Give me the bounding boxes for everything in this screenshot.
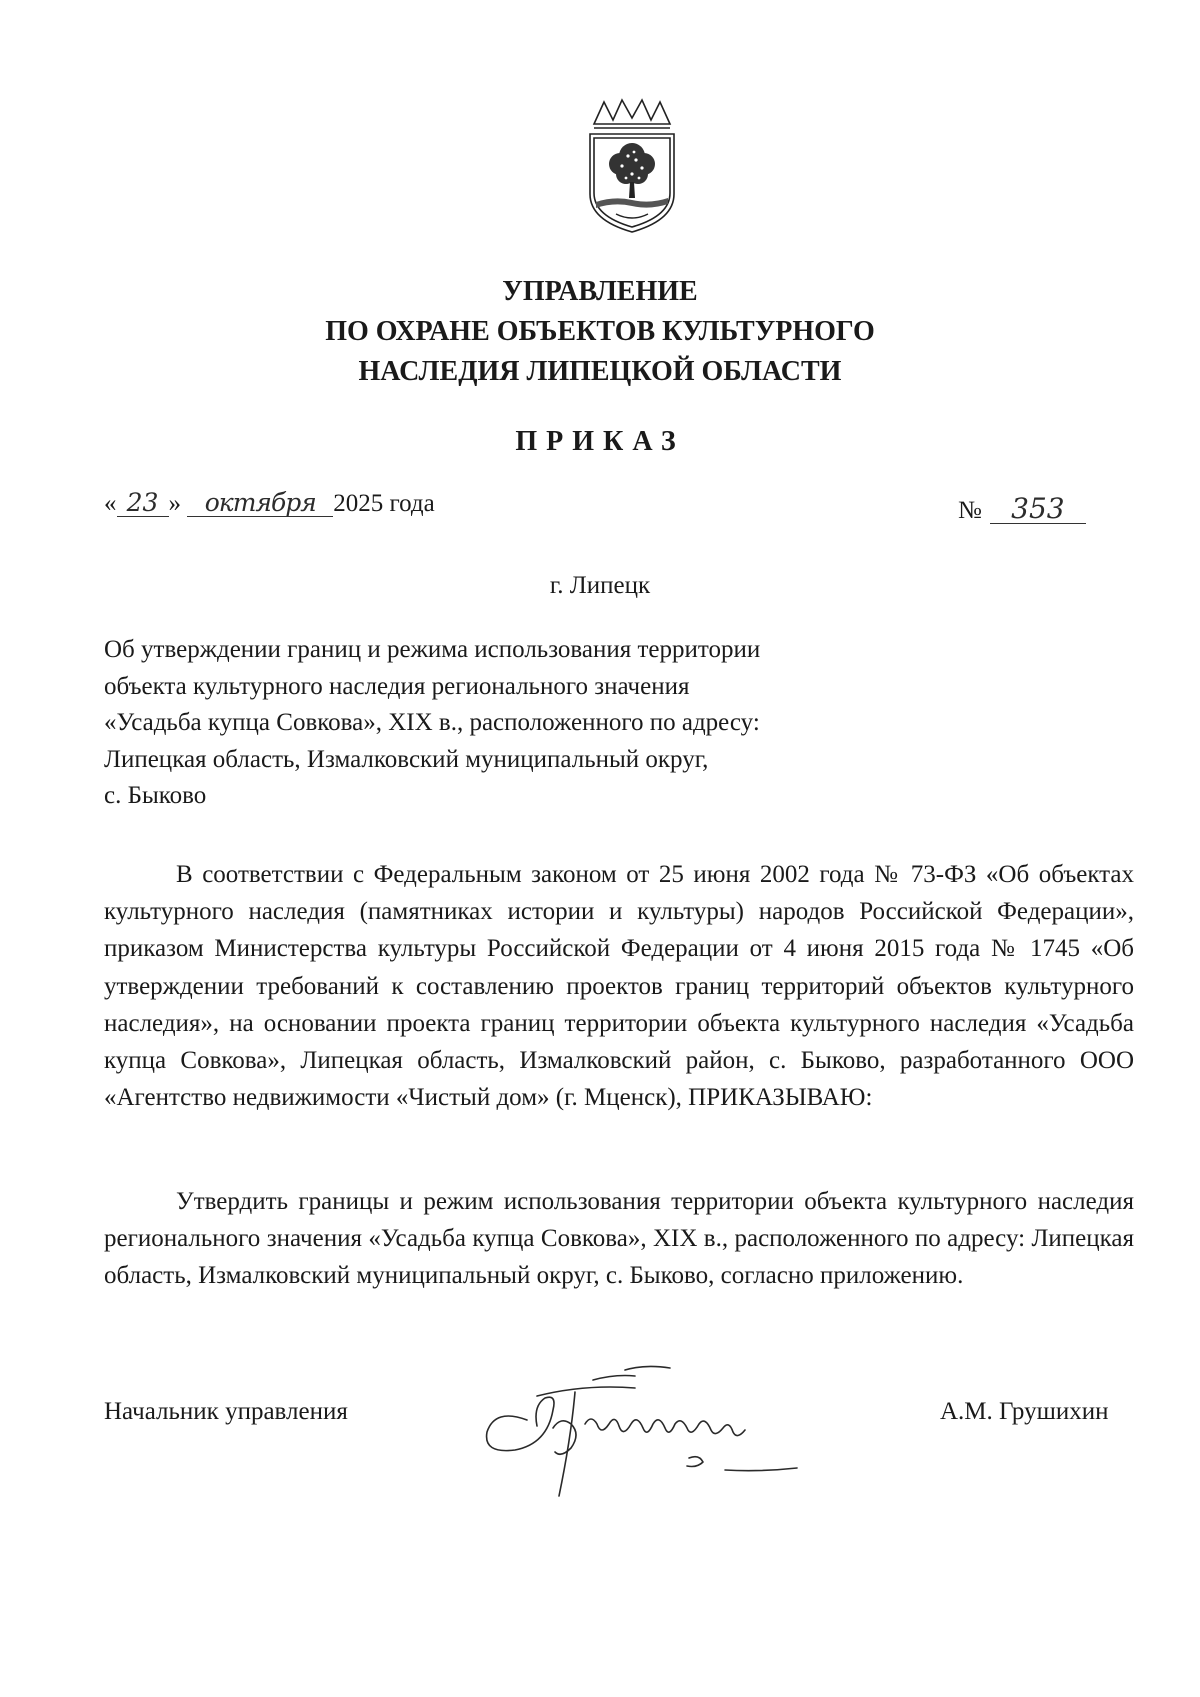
handwritten-day: 23 [117, 490, 169, 517]
document-type-heading: ПРИКАЗ [515, 426, 685, 457]
subject-line: «Усадьба купца Совкова», XIX в., расположенного по адресу: [104, 709, 760, 736]
handwritten-signature [475, 1358, 835, 1508]
org-line-3: НАСЛЕДИЯ ЛИПЕЦКОЙ ОБЛАСТИ [358, 356, 842, 387]
org-line-1: УПРАВЛЕНИЕ [502, 276, 698, 307]
signatory-name: А.М. Грушихин [940, 1398, 1109, 1425]
subject-line: с. Быково [104, 782, 207, 809]
year-text: 2025 года [333, 490, 435, 517]
order-subject [104, 632, 884, 815]
handwritten-month: октября [187, 490, 333, 517]
preamble-paragraph: В соответствии с Федеральным законом от 25 июня 2002 года № 73-ФЗ «Об объектах культурного наследия (памятниках истории и культуры) народов Российской Федерации», приказом Министерства культуры Российской Федерации от 4 июня 2015 года № 1745 «Об утверждении требований к составлению проектов границ территорий объектов культурного наследия», на основании проекта границ территории объекта культурного наследия «Усадьба купца Совкова», Липецкая область, Измалковский район, с. Быково, разработанного ООО «Агентство недвижимости «Чистый дом» (г. Мценск), ПРИКАЗЫВАЮ: [104, 861, 1134, 1112]
number-label: № [958, 497, 982, 524]
document-number [958, 492, 1086, 525]
document-date [104, 490, 435, 518]
coat-of-arms-icon [586, 98, 678, 236]
handwritten-number: 353 [990, 495, 1086, 524]
subject-line: Об утверждении границ и режима использования территории [104, 636, 761, 663]
signatory-position: Начальник управления [104, 1398, 348, 1425]
subject-line: Липецкая область, Измалковский муниципальный округ, [104, 745, 709, 773]
order-paragraph: Утвердить границы и режим использования территории объекта культурного наследия регионального значения «Усадьба купца Совкова», XIX в., расположенного по адресу: Липецкая область, Измалковский муниципальный округ, с. Быково, согласно приложению. [104, 1188, 1134, 1290]
organization-name [200, 272, 1000, 392]
quote-open: « [104, 490, 117, 517]
subject-line: объекта культурного наследия регионального значения [104, 672, 690, 700]
org-line-2: ПО ОХРАНЕ ОБЪЕКТОВ КУЛЬТУРНОГО [325, 316, 875, 347]
city-line: г. Липецк [549, 572, 651, 599]
quote-close: » [168, 490, 181, 517]
